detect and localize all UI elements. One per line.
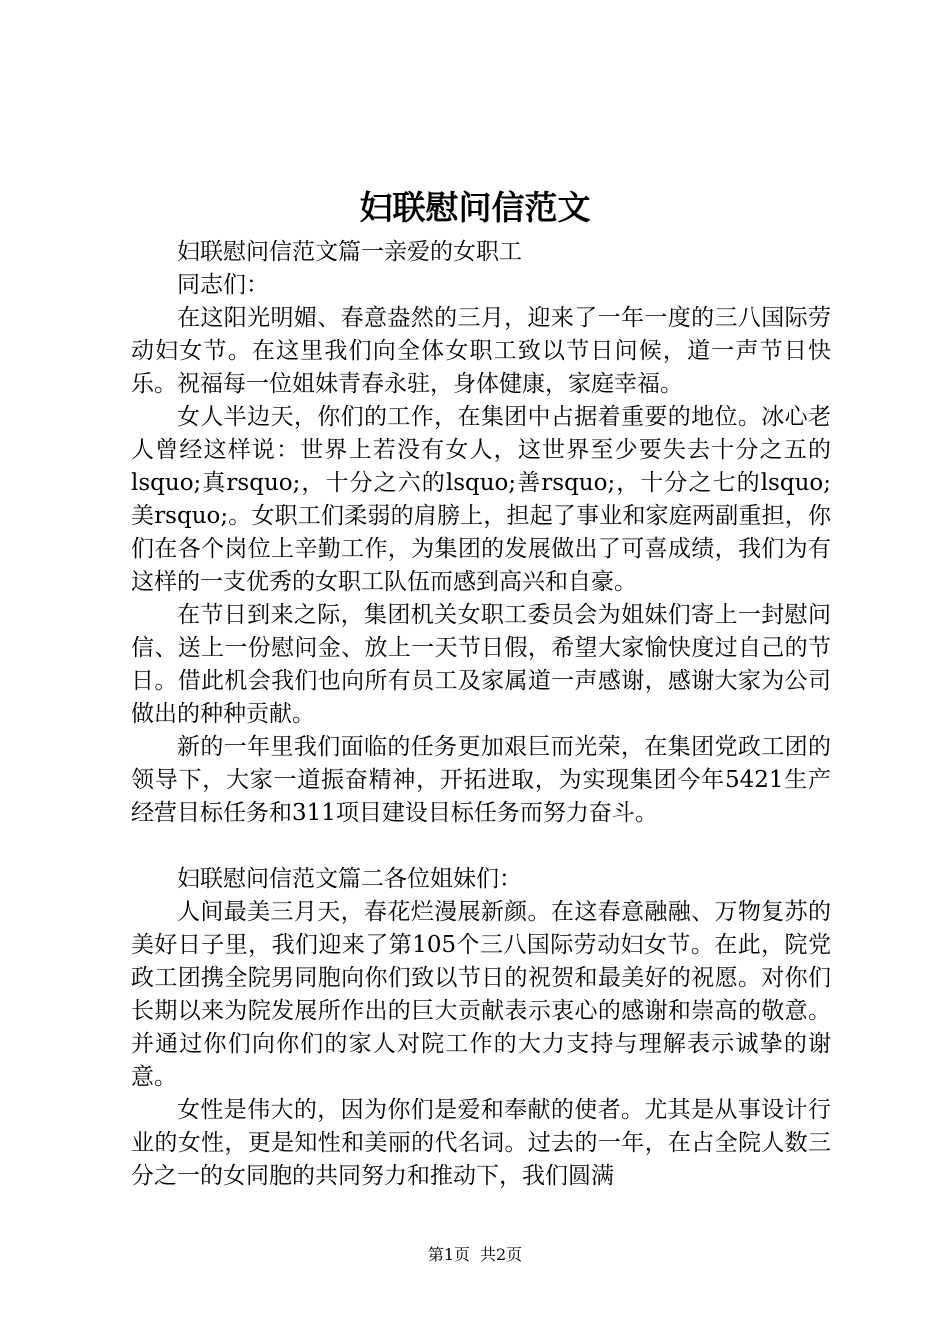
- paragraph: 新的一年里我们面临的任务更加艰巨而光荣，在集团党政工团的领导下，大家一道振奋精神，开拓进取，为实现集团今年5421生产经营目标任务和311项目建设目标任务而努力奋斗。: [131, 734, 831, 826]
- document-title: 妇联慰问信范文: [359, 188, 591, 227]
- blank-line: [131, 830, 831, 863]
- page-total: 共2页: [480, 1245, 523, 1264]
- paragraph: 在节日到来之际，集团机关女职工委员会为姐妹们寄上一封慰问信、送上一份慰问金、放上一天节日假，希望大家愉快度过自己的节日。借此机会我们也向所有员工及家属道一声感谢，感谢大家为公司做出的种种贡献。: [131, 602, 831, 727]
- document-body: [131, 236, 831, 1193]
- salutation: 同志们：: [177, 272, 269, 298]
- paragraph: 女性是伟大的，因为你们是爱和奉献的使者。尤其是从事设计行业的女性，更是知性和美丽的代名词。过去的一年，在占全院人数三分之一的女同胞的共同努力和推动下，我们圆满: [131, 1097, 831, 1189]
- page-number: 第1页: [427, 1245, 470, 1264]
- page-footer: [0, 1243, 950, 1267]
- section-heading-1: 妇联慰问信范文篇一亲爱的女职工: [177, 239, 522, 265]
- paragraph: 人间最美三月天，春花烂漫展新颜。在这春意融融、万物复苏的美好日子里，我们迎来了第105个三八国际劳动妇女节。在此，院党政工团携全院男同胞向你们致以节日的祝贺和最美好的祝愿。对你们长期以来为院发展所作出的巨大贡献表示衷心的感谢和崇高的敬意。并通过你们向你们的家人对院工作的大力支持与理解表示诚挚的谢意。: [131, 899, 831, 1090]
- paragraph: 在这阳光明媚、春意盎然的三月，迎来了一年一度的三八国际劳动妇女节。在这里我们向全体女职工致以节日问候，道一声节日快乐。祝福每一位姐妹青春永驻，身体健康，家庭幸福。: [131, 305, 831, 397]
- paragraph: 女人半边天，你们的工作，在集团中占据着重要的地位。冰心老人曾经这样说：世界上若没有女人，这世界至少要失去十分之五的lsquo;真rsquo;，十分之六的lsquo;善rsquo;，十分之七的lsquo;美rsquo;。女职工们柔弱的肩膀上，担起了事业和家庭两副重担，你们在各个岗位上辛勤工作，为集团的发展做出了可喜成绩，我们为有这样的一支优秀的女职工队伍而感到高兴和自豪。: [131, 404, 831, 595]
- section-heading-2: 妇联慰问信范文篇二各位姐妹们：: [177, 866, 522, 892]
